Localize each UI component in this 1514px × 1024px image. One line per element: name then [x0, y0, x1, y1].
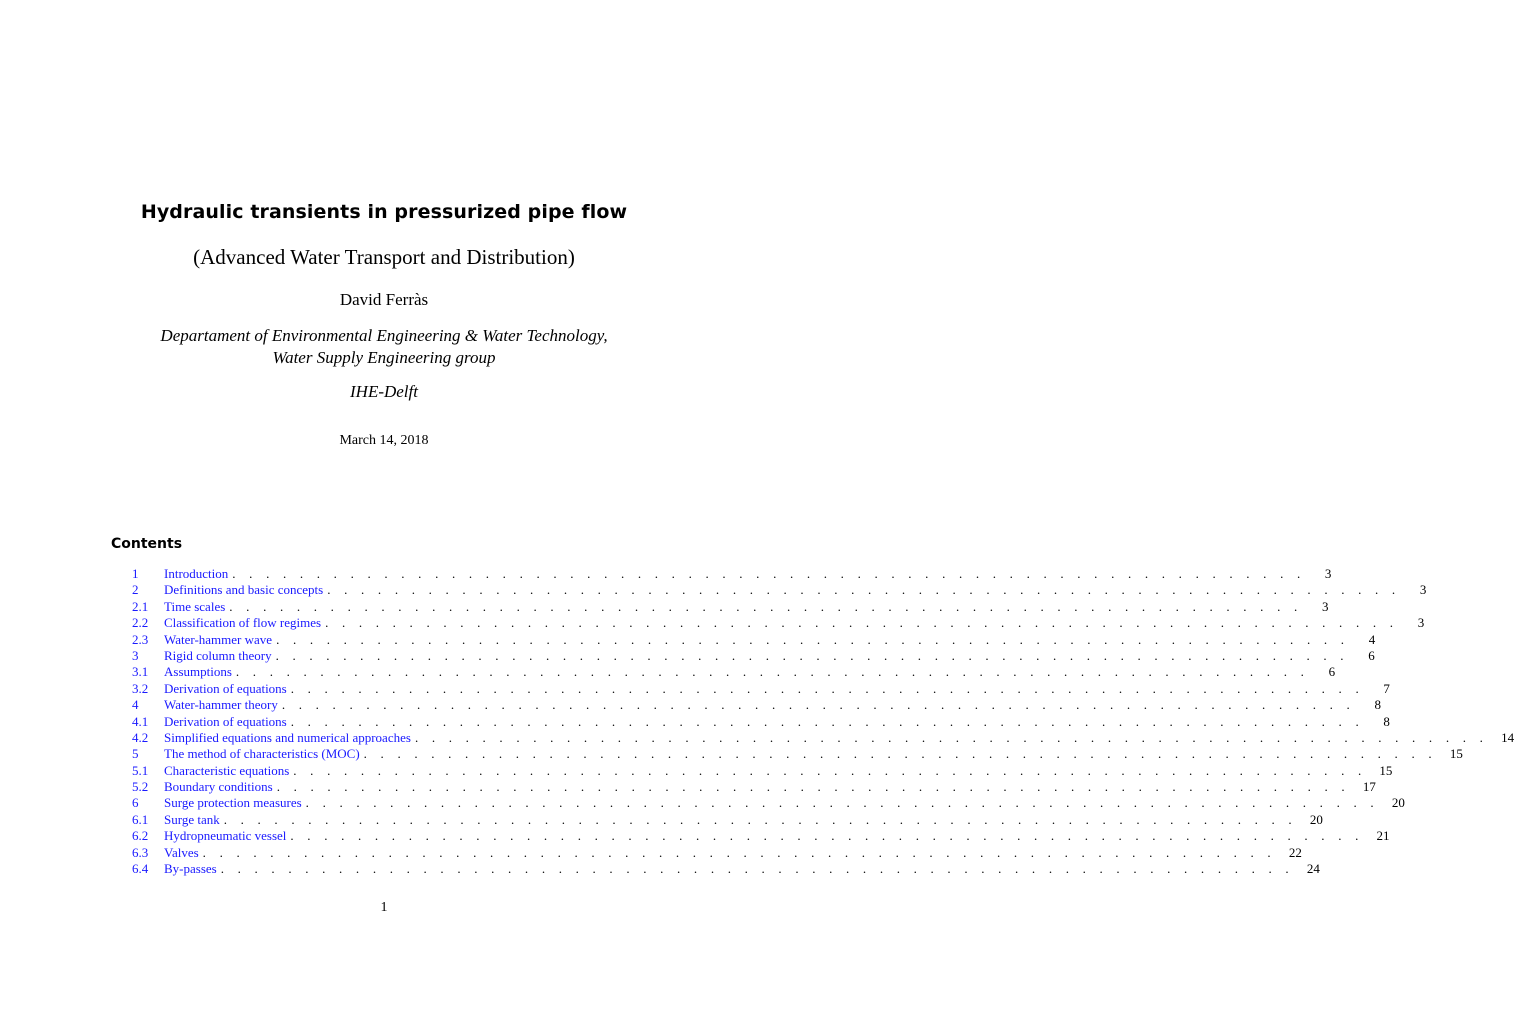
toc-entry-number[interactable]: 6: [132, 795, 139, 811]
toc-entry[interactable]: [132, 861, 1320, 877]
toc-entry-page: 14: [1501, 729, 1514, 745]
toc-entry-page: 20: [1309, 811, 1323, 827]
toc-entry-number[interactable]: 6.3: [132, 844, 149, 860]
toc-entry[interactable]: [132, 844, 1302, 861]
toc-entry-number[interactable]: 6.2: [132, 828, 149, 844]
document-title: Hydraulic transients in pressurized pipe flow: [140, 201, 628, 223]
toc-entry[interactable]: [132, 566, 1332, 582]
toc-entry-number[interactable]: 4: [132, 697, 139, 713]
toc-leader-dots: . . . . . . . . . . . . . . . . . . . . . . . . . . . . . . . . . . . . . . . . . . . . . . . . . . . . . . . . . . . . . . . .: [281, 697, 1355, 713]
toc-entry-page: 15: [1449, 746, 1463, 762]
toc-leader-dots: . . . . . . . . . . . . . . . . . . . . . . . . . . . . . . . . . . . . . . . . . . . . . . . . . . . . . . . . . . . . . . . .: [275, 647, 1349, 663]
toc-entry[interactable]: [132, 664, 1336, 680]
toc-entry[interactable]: [132, 598, 1329, 615]
toc-leader-dots: . . . . . . . . . . . . . . . . . . . . . . . . . . . . . . . . . . . . . . . . . . . . . . . . . . . . . . . . . . . . . . . .: [276, 779, 1350, 795]
toc-entry-number[interactable]: 4.1: [132, 713, 149, 729]
toc-leader-dots: . . . . . . . . . . . . . . . . . . . . . . . . . . . . . . . . . . . . . . . . . . . . . . . . . . . . . . . . . . . . . . . .: [232, 566, 1306, 581]
toc-entry-link[interactable]: Classification of flow regimes: [164, 615, 322, 631]
toc-entry-link[interactable]: Water-hammer theory: [164, 697, 278, 713]
toc-entry-link[interactable]: Valves: [164, 844, 199, 860]
toc-leader-dots: . . . . . . . . . . . . . . . . . . . . . . . . . . . . . . . . . . . . . . . . . . . . . . . . . . . . . . . . . . . . . . . .: [202, 844, 1276, 860]
toc-entry[interactable]: [132, 762, 1393, 779]
toc-entry-number[interactable]: 2.2: [132, 615, 149, 631]
affiliation: [0, 325, 768, 369]
toc-entry[interactable]: [132, 828, 1390, 844]
toc-entry[interactable]: [132, 582, 1427, 598]
toc-entry-link[interactable]: Hydropneumatic vessel: [164, 828, 287, 844]
toc-entry-number[interactable]: 3.2: [132, 680, 149, 696]
toc-leader-dots: . . . . . . . . . . . . . . . . . . . . . . . . . . . . . . . . . . . . . . . . . . . . . . . . . . . . . . . . . . . . . . . .: [327, 582, 1401, 598]
table-of-contents: [132, 566, 1514, 877]
toc-entry[interactable]: [132, 746, 1463, 762]
toc-leader-dots: . . . . . . . . . . . . . . . . . . . . . . . . . . . . . . . . . . . . . . . . . . . . . . . . . . . . . . . . . . . . . . . .: [290, 828, 1364, 844]
toc-entry-link[interactable]: Definitions and basic concepts: [164, 582, 324, 598]
toc-entry-link[interactable]: Boundary conditions: [164, 779, 273, 795]
toc-entry-number[interactable]: 6.4: [132, 861, 149, 877]
toc-entry-link[interactable]: Characteristic equations: [164, 762, 290, 778]
toc-leader-dots: . . . . . . . . . . . . . . . . . . . . . . . . . . . . . . . . . . . . . . . . . . . . . . . . . . . . . . . . . . . . . . . .: [290, 713, 1364, 729]
toc-entry-number[interactable]: 2: [132, 582, 139, 598]
toc-entry[interactable]: [132, 713, 1390, 730]
toc-leader-dots: . . . . . . . . . . . . . . . . . . . . . . . . . . . . . . . . . . . . . . . . . . . . . . . . . . . . . . . . . . . . . . . .: [293, 762, 1367, 778]
toc-entry-page: 15: [1379, 762, 1393, 778]
toc-entry-link[interactable]: By-passes: [164, 861, 217, 877]
toc-entry-link[interactable]: Derivation of equations: [164, 713, 287, 729]
toc-entry-number[interactable]: 2.1: [132, 598, 149, 614]
institution: IHE-Delft: [350, 382, 418, 401]
toc-entry[interactable]: [132, 697, 1381, 713]
toc-entry-page: 8: [1383, 713, 1390, 729]
toc-entry-page: 7: [1383, 680, 1390, 696]
toc-entry[interactable]: [132, 647, 1375, 664]
toc-entry-page: 3: [1321, 598, 1329, 614]
document-date: March 14, 2018: [339, 433, 429, 448]
toc-entry[interactable]: [132, 811, 1323, 828]
toc-entry-page: 3: [1419, 582, 1427, 598]
toc-entry-link[interactable]: Time scales: [164, 598, 226, 614]
toc-entry-page: 4: [1368, 631, 1376, 647]
toc-entry-number[interactable]: 1: [132, 566, 139, 581]
toc-entry-page: 3: [1417, 615, 1425, 631]
toc-leader-dots: . . . . . . . . . . . . . . . . . . . . . . . . . . . . . . . . . . . . . . . . . . . . . . . . . . . . . . . . . . . . . . . .: [223, 811, 1297, 827]
toc-entry-link[interactable]: The method of characteristics (MOC): [164, 746, 360, 762]
toc-entry-page: 20: [1391, 795, 1405, 811]
document-subtitle: (Advanced Water Transport and Distribution): [193, 245, 575, 269]
toc-entry-number[interactable]: 2.3: [132, 631, 149, 647]
toc-leader-dots: . . . . . . . . . . . . . . . . . . . . . . . . . . . . . . . . . . . . . . . . . . . . . . . . . . . . . . . . . . . . . . . .: [235, 664, 1310, 680]
toc-entry-link[interactable]: Assumptions: [164, 664, 232, 680]
toc-leader-dots: . . . . . . . . . . . . . . . . . . . . . . . . . . . . . . . . . . . . . . . . . . . . . . . . . . . . . . . . . . . . . . . .: [414, 729, 1489, 745]
author-name: David Ferràs: [339, 290, 429, 309]
toc-entry-page: 22: [1288, 844, 1302, 860]
toc-leader-dots: . . . . . . . . . . . . . . . . . . . . . . . . . . . . . . . . . . . . . . . . . . . . . . . . . . . . . . . . . . . . . . . .: [229, 598, 1303, 614]
toc-entry-page: 17: [1362, 779, 1376, 795]
contents-heading: Contents: [111, 536, 183, 552]
toc-entry-number[interactable]: 5.1: [132, 762, 149, 778]
affiliation-line-2: Water Supply Engineering group: [272, 348, 496, 367]
toc-entry-link[interactable]: Introduction: [164, 566, 229, 581]
toc-entry-link[interactable]: Derivation of equations: [164, 680, 287, 696]
toc-entry-page: 21: [1376, 828, 1390, 844]
toc-entry-link[interactable]: Water-hammer wave: [164, 631, 273, 647]
toc-entry-link[interactable]: Surge tank: [164, 811, 220, 827]
toc-leader-dots: . . . . . . . . . . . . . . . . . . . . . . . . . . . . . . . . . . . . . . . . . . . . . . . . . . . . . . . . . . . . . . . .: [276, 631, 1350, 647]
toc-entry-number[interactable]: 4.2: [132, 729, 149, 745]
toc-entry[interactable]: [132, 680, 1390, 697]
affiliation-line-1: Departament of Environmental Engineering & Water Technology,: [160, 326, 608, 345]
toc-leader-dots: . . . . . . . . . . . . . . . . . . . . . . . . . . . . . . . . . . . . . . . . . . . . . . . . . . . . . . . . . . . . . . . .: [363, 746, 1437, 762]
toc-entry[interactable]: [132, 615, 1425, 631]
toc-entry[interactable]: [132, 729, 1514, 746]
toc-entry[interactable]: [132, 631, 1376, 648]
toc-entry-page: 24: [1306, 861, 1320, 877]
toc-entry-link[interactable]: Rigid column theory: [164, 647, 272, 663]
toc-entry-number[interactable]: 5.2: [132, 779, 149, 795]
toc-entry-page: 6: [1328, 664, 1336, 680]
toc-entry-number[interactable]: 6.1: [132, 811, 149, 827]
toc-entry-link[interactable]: Surge protection measures: [164, 795, 302, 811]
page-number: 1: [380, 900, 388, 915]
toc-leader-dots: . . . . . . . . . . . . . . . . . . . . . . . . . . . . . . . . . . . . . . . . . . . . . . . . . . . . . . . . . . . . . . . .: [325, 615, 1399, 631]
toc-entry-page: 3: [1324, 566, 1332, 581]
toc-entry-number[interactable]: 3: [132, 647, 139, 663]
toc-entry-number[interactable]: 5: [132, 746, 139, 762]
toc-leader-dots: . . . . . . . . . . . . . . . . . . . . . . . . . . . . . . . . . . . . . . . . . . . . . . . . . . . . . . . . . . . . . . . .: [220, 861, 1294, 877]
toc-entry[interactable]: [132, 795, 1405, 811]
toc-entry[interactable]: [132, 779, 1376, 795]
toc-entry-page: 8: [1374, 697, 1381, 713]
toc-entry-link[interactable]: Simplified equations and numerical approaches: [164, 729, 411, 745]
toc-leader-dots: . . . . . . . . . . . . . . . . . . . . . . . . . . . . . . . . . . . . . . . . . . . . . . . . . . . . . . . . . . . . . . . .: [290, 680, 1364, 696]
toc-entry-number[interactable]: 3.1: [132, 664, 149, 680]
toc-entry-page: 6: [1368, 647, 1375, 663]
toc-leader-dots: . . . . . . . . . . . . . . . . . . . . . . . . . . . . . . . . . . . . . . . . . . . . . . . . . . . . . . . . . . . . . . . .: [305, 795, 1379, 811]
